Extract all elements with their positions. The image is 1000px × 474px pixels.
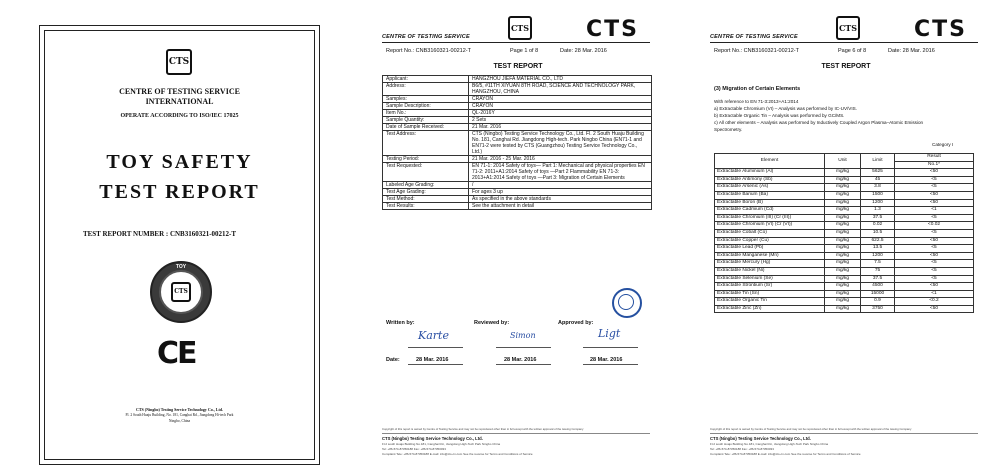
limit-cell: 1200 [861,199,895,207]
info-row [383,124,652,131]
seal-logo-icon: CTS [171,282,191,302]
report-page-1 [378,12,653,464]
col-unit: Unit [825,154,861,169]
result-cell: <5 [895,229,974,237]
result-cell: <5 [895,214,974,222]
info-label: Applicant: [383,76,469,83]
info-value: 21 Mar. 2016 [469,124,652,131]
info-value: EN 71-1: 2014 Safety of toys— Part 1: Mechanical and physical properties EN 71-2: 2011+A1:2014 Safety of toys —Part 2 Flammability EN 71-3: 2013+A1:2014 Safety of toys —Part 3: Migration of Certain Elements [469,163,652,182]
info-value: 2 Sets [469,117,652,124]
info-label: Item No.: [383,110,469,117]
date-label: Date: [386,357,400,363]
report-number: TEST REPORT NUMBER : CNB3160321-00212-T [82,230,237,238]
result-cell: <5 [895,184,974,192]
header-org: CENTRE OF TESTING SERVICE [710,34,798,40]
unit-cell: mg/kg [825,260,861,268]
unit-cell: mg/kg [825,229,861,237]
page-number: Page 6 of 8 [838,48,867,54]
unit-cell: mg/kg [825,290,861,298]
limit-cell: 7.5 [861,260,895,268]
element-cell: Extractable Lead (Pb) [715,245,825,253]
col-element: Element [715,154,825,169]
info-label: Date of Sample Received: [383,124,469,131]
sig-line-3 [583,347,638,348]
reviewed-by-label: Reviewed by: [474,320,510,326]
table-row [715,229,974,237]
footer-web: Complaint Tele: +86-574-87350188 E-mail: info@cts-cn.com See the reverse for Terms and Conditions of Service [710,452,861,456]
info-label: Test Age Grading: [383,189,469,196]
iso-statement: OPERATE ACCORDING TO ISO/IEC 17025 [120,113,239,119]
unit-cell: mg/kg [825,169,861,177]
table-row [715,283,974,291]
info-row [383,117,652,124]
element-cell: Extractable Tin (Sn) [715,290,825,298]
toy-seal-icon [150,261,212,323]
cts-wordmark: CTS [586,17,639,42]
element-cell: Extractable Arsenic (As) [715,184,825,192]
result-cell: <0.2 [895,298,974,306]
footer-tel: Tel: +86-574-87350188 Fax: +86-574-87350033 [382,447,446,451]
col-result: Result [895,154,974,162]
element-cell: Extractable Cobalt (Co) [715,229,825,237]
limit-cell: 5625 [861,169,895,177]
element-cell: Extractable Boron (B) [715,199,825,207]
table-row [715,207,974,215]
date-reviewed: 28 Mar. 2016 [504,357,537,363]
approved-by-label: Approved by: [558,320,594,326]
limit-cell: 1500 [861,191,895,199]
info-label: Test Method: [383,196,469,203]
info-label: Test Requested: [383,163,469,182]
element-cell: Extractable Cadmium (Cd) [715,207,825,215]
info-label: Sample Quantity: [383,117,469,124]
limit-cell: 13.5 [861,245,895,253]
table-row [715,169,974,177]
info-row [383,182,652,189]
info-value: B6/5, #11TH XIYUAN 8TH ROAD, SCIENCE AND TECHNOLOGY PARK, HANGZHOU, CHINA [469,83,652,96]
unit-cell: mg/kg [825,191,861,199]
element-cell: Extractable Copper (Cu) [715,237,825,245]
table-row [715,199,974,207]
element-cell: Extractable Zinc (Zn) [715,305,825,313]
limit-cell: 0.9 [861,298,895,306]
cover-footer-address-1: Fl. 2 South Huaju Building, No. 181, Canghai Rd., Jiangdong Hi-tech Park [125,413,234,417]
reference-line-3: b) Extractable Organic Tin – Analysis was performed by GC/MS. [714,113,845,118]
result-cell: <50 [895,169,974,177]
limit-cell: 1.3 [861,207,895,215]
footer-divider [710,433,978,434]
table-row [715,260,974,268]
footer-company: CTS (Ningbo) Testing Service Technology Co., Ltd. [710,436,811,441]
info-value: For ages 3 up [469,189,652,196]
limit-cell: 3750 [861,305,895,313]
footer-address: Fl.2 south Huaju Building No.181, Canghai Rd., Jiangdong High-Tech Park Ningbo China [710,442,829,446]
info-value: CRAYON [469,96,652,103]
limit-cell: 75 [861,267,895,275]
org-name: CENTRE OF TESTING SERVICE [119,87,240,96]
report-no: Report No.: CNB3160321-00212-T [714,48,799,54]
result-cell: <5 [895,267,974,275]
table-row [715,237,974,245]
signature-approved: Ligt [598,327,621,340]
col-no: No.1* [895,161,974,169]
unit-cell: mg/kg [825,283,861,291]
header-divider [710,42,978,43]
element-cell: Extractable Barium (Ba) [715,191,825,199]
footer-copyright: Copyright of this report is owned by Centre of Testing Service and may not be reproduced other than in full except with the written approval of the issuing Company [710,427,912,431]
limit-cell: 0.02 [861,222,895,230]
info-label: Sample Description: [383,103,469,110]
table-row [715,214,974,222]
limit-cell: 622.5 [861,237,895,245]
cover-title-1: TOY SAFETY [106,151,253,173]
result-cell: <1 [895,207,974,215]
info-label: Test Address: [383,131,469,156]
result-cell: <5 [895,275,974,283]
element-cell: Extractable Selenium (Se) [715,275,825,283]
info-value: As specified in the above standards [469,196,652,203]
info-row [383,76,652,83]
table-row [715,252,974,260]
company-stamp-icon [612,288,642,318]
col-limit: Limit [861,154,895,169]
table-row [715,267,974,275]
table-row [715,298,974,306]
date-line-2 [496,364,551,365]
limit-cell: 10.5 [861,229,895,237]
page-number: Page 1 of 8 [510,48,539,54]
limit-cell: 15000 [861,290,895,298]
table-row [715,184,974,192]
footer-tel: Tel: +86-574-87350188 Fax: +86-574-87350033 [710,447,774,451]
info-value: / [469,182,652,189]
unit-cell: mg/kg [825,298,861,306]
info-row [383,131,652,156]
result-cell: <50 [895,305,974,313]
table-row [715,222,974,230]
unit-cell: mg/kg [825,222,861,230]
footer-address: Fl.2 south Huaju Building No.181, Canghai Rd., Jiangdong High-Tech Park Ningbo China [382,442,501,446]
report-date: Date: 28 Mar. 2016 [560,48,607,54]
info-value: QL-2016Y [469,110,652,117]
unit-cell: mg/kg [825,214,861,222]
element-cell: Extractable Antimony (Sb) [715,176,825,184]
info-row [383,96,652,103]
date-line-3 [583,364,638,365]
info-row [383,83,652,96]
reference-line-4: c) All other elements – Analysis was performed by Inductively Coupled Argon Plasma–Atomic Emission Spectrometry. [714,120,924,132]
category-label: Category I [932,142,954,147]
report-info-table [382,75,652,210]
signature-written: Karte [418,329,449,342]
ce-mark-icon: CE [157,336,196,371]
limit-cell: 37.5 [861,214,895,222]
report-no: Report No.: CNB3160321-00212-T [386,48,471,54]
unit-cell: mg/kg [825,305,861,313]
element-cell: Extractable Nickel (Ni) [715,267,825,275]
table-row [715,191,974,199]
info-row [383,163,652,182]
cover-border [44,30,315,460]
result-cell: <50 [895,252,974,260]
element-cell: Extractable Chromium (VI) (Cr (VI)) [715,222,825,230]
cts-logo-icon: CTS [508,16,532,40]
limit-cell: 3.8 [861,184,895,192]
report-date: Date: 28 Mar. 2016 [888,48,935,54]
info-label: Address: [383,83,469,96]
footer-divider [382,433,650,434]
unit-cell: mg/kg [825,199,861,207]
info-row [383,189,652,196]
info-label: Samples: [383,96,469,103]
limit-cell: 37.5 [861,275,895,283]
info-label: Testing Period: [383,156,469,163]
unit-cell: mg/kg [825,245,861,253]
info-row [383,203,652,210]
footer-web: Complaint Tele: +86-574-87350188 E-mail: info@cts-cn.com See the reverse for Terms and Conditions of Service [382,452,533,456]
header-divider [382,42,650,43]
table-row [715,275,974,283]
result-cell: <0.02 [895,222,974,230]
footer-copyright: Copyright of this report is owned by Centre of Testing Service and may not be reproduced other than in full except with the written approval of the issuing Company [382,427,584,431]
result-cell: <5 [895,245,974,253]
reference-line-2: a) Extractable Chromium (VI) – Analysis was performed by IC-UV/VIS. [714,106,857,111]
unit-cell: mg/kg [825,207,861,215]
unit-cell: mg/kg [825,184,861,192]
org-sub: INTERNATIONAL [145,97,214,106]
result-cell: <1 [895,290,974,298]
migration-results-table [714,153,974,313]
unit-cell: mg/kg [825,237,861,245]
table-row [715,290,974,298]
written-by-label: Written by: [386,320,415,326]
sig-line-1 [408,347,463,348]
element-cell: Extractable Organic Tin [715,298,825,306]
limit-cell: 45 [861,176,895,184]
info-row [383,156,652,163]
result-cell: <5 [895,260,974,268]
cover-footer-company: CTS (Ningbo) Testing Service Technology Co., Ltd. [135,407,223,412]
info-value: 21 Mar. 2016 - 25 Mar. 2016 [469,156,652,163]
cts-logo-icon: CTS [836,16,860,40]
info-row [383,196,652,203]
result-cell: <50 [895,191,974,199]
info-value: See the attachment in detail [469,203,652,210]
table-row [715,245,974,253]
unit-cell: mg/kg [825,252,861,260]
limit-cell: 4500 [861,283,895,291]
header-org: CENTRE OF TESTING SERVICE [382,34,470,40]
report-title: TEST REPORT [821,63,871,70]
unit-cell: mg/kg [825,267,861,275]
sig-line-2 [496,347,551,348]
element-cell: Extractable Aluminium (Al) [715,169,825,177]
date-written: 28 Mar. 2016 [416,357,449,363]
cts-logo-icon: CTS [166,49,192,75]
limit-cell: 1200 [861,252,895,260]
element-cell: Extractable Manganese (Mn) [715,252,825,260]
table-row [715,176,974,184]
date-line-1 [408,364,463,365]
cover-page [39,25,320,465]
unit-cell: mg/kg [825,275,861,283]
info-value: CTS (Ningbo) Testing Service Technology Co., Ltd. Fl. 2 South Huaju Building No. 181, Canghai Rd. Jiangdong High-tech. Park Ningbo China (EN71-1 and EN71-2 were tested by CTS (Guangzhou) Testing Service Technology Co., Ltd.) [469,131,652,156]
date-approved: 28 Mar. 2016 [590,357,623,363]
footer-company: CTS (Ningbo) Testing Service Technology Co., Ltd. [382,436,483,441]
seal-top-text: TOY [175,264,187,270]
result-cell: <5 [895,176,974,184]
result-cell: <50 [895,199,974,207]
reference-line-1: With reference to EN 71-3:2013+A1:2014 [714,99,799,104]
report-title: TEST REPORT [493,63,543,70]
info-label: Test Results: [383,203,469,210]
result-cell: <50 [895,237,974,245]
info-value: CRAYON [469,103,652,110]
info-row [383,103,652,110]
result-cell: <50 [895,283,974,291]
info-value: HANGZHOU JIEFA MATERIAL CO., LTD [469,76,652,83]
element-cell: Extractable Strontium (Sr) [715,283,825,291]
element-cell: Extractable Chromium (III) (Cr (III)) [715,214,825,222]
cts-wordmark: CTS [914,17,967,42]
cover-title-2: TEST REPORT [99,181,260,203]
info-label: Labeled Age Grading: [383,182,469,189]
unit-cell: mg/kg [825,176,861,184]
signature-reviewed: Simon [510,331,536,340]
element-cell: Extractable Mercury (Hg) [715,260,825,268]
report-page-6 [706,12,981,464]
section-heading: (3) Migration of Certain Elements [714,86,801,92]
info-row [383,110,652,117]
cover-footer-address-2: Ningbo, China [168,419,191,423]
table-row [715,305,974,313]
